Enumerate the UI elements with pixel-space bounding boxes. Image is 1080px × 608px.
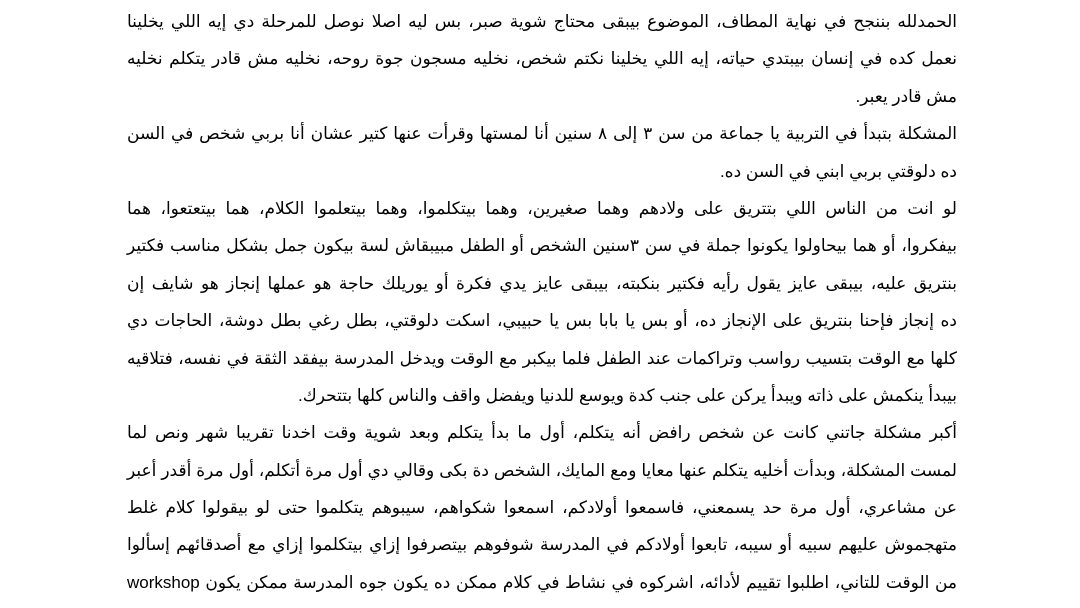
document-page bbox=[127, 3, 957, 601]
text-line: عن مشاعري، أول مرة حد يسمعني، فاسمعوا أولادكم، اسمعوا شكواهم، سيبوهم يتكلموا حتى لو بيقولوا كلام غلط bbox=[127, 498, 957, 518]
text-line: أكبر مشكلة جاتني كانت عن شخص رافض أنه يتكلم، أول ما بدأ يتكلم وبعد شوية وقت اخدنا تقريبا شهر ونص لما bbox=[127, 423, 957, 443]
text-line: لمست المشكلة، وبدأت أخليه يتكلم عنها معايا ومع المايك، الشخص دة بكى وقالي دي أول مرة أتكلم، أول مرة أقدر أعبر bbox=[127, 460, 957, 480]
text-line: نعمل كده في إنسان بيبتدي حياته، إيه اللي يخلينا نكتم شخص، نخليه مسجون جوة روحه، نخليه مش قادر يتكلم نخليه bbox=[127, 49, 957, 69]
paragraph-3 bbox=[127, 190, 957, 414]
text-line: بنتريق عليه، بيبقى عايز يقول رأيه فكتير بنكبته، بيبقى عايز يدي فكرة أو يوريلك حاجة هو عملها إنجاز هو شايف إن bbox=[127, 273, 957, 293]
text-line: كلها مع الوقت بتسيب رواسب وتراكمات عند الطفل فلما بيكبر مع الوقت ويدخل المدرسة بيفقد الثقة في نفسه، فتلاقيه bbox=[127, 348, 957, 368]
text-line: بيبدأ ينكمش على ذاته ويبدأ يركن على جنب كدة ويوسع للدنيا ويفضل واقف والناس كلها بتتحرك. bbox=[298, 385, 957, 405]
text-line: مش قادر يعبر. bbox=[855, 86, 957, 106]
text-line: الحمدلله بننجح في نهاية المطاف، الموضوع بيبقى محتاج شوية صبر، بس ليه اصلا نوصل للمرحلة دي إيه اللي يخلينا bbox=[127, 12, 957, 31]
text-line: من الوقت للتاني، اطلبوا تقييم لأدائه، اشركوه في نشاط في كلام ممكن ده يكون جوه المدرسة ممكن يكون workshop bbox=[127, 572, 957, 592]
paragraph-4 bbox=[127, 414, 957, 601]
paragraph-2 bbox=[127, 115, 957, 190]
text-line: المشكلة بتبدأ في التربية يا جماعة من سن ٣ إلى ٨ سنين أنا لمستها وقرأت عنها كتير عشان أنا بربي شخص في السن bbox=[127, 124, 957, 144]
text-line: بيفكروا، أو هما بيحاولوا يكونوا جملة في سن ٣سنين الشخص أو الطفل مبيبقاش لسة بيكون جمل بشكل مناسب فكتير bbox=[127, 236, 957, 256]
text-line: ده دلوقتي بربي ابني في السن ده. bbox=[719, 161, 957, 181]
text-line: متهجموش عليهم سبيه أو سيبه، تابعوا أولادكم في المدرسة شوفوهم بيتصرفوا إزاي بيتكلموا إزاي مع أصدقائهم إسألوا bbox=[127, 535, 957, 555]
text-line: لو انت من الناس اللي بتتريق على ولادهم وهما صغيرين، وهما بيتكلموا، وهما بيتعلموا الكلام، هما بيتعتعوا، هما bbox=[127, 198, 957, 218]
paragraph-1 bbox=[127, 3, 957, 115]
text-line: ده إنجاز فإحنا بنتريق على الإنجاز ده، أو بس يا بابا بس يا حبيبي، اسكت دلوقتي، بطل رغي بطل دوشة، الحاجات دي bbox=[127, 311, 957, 331]
